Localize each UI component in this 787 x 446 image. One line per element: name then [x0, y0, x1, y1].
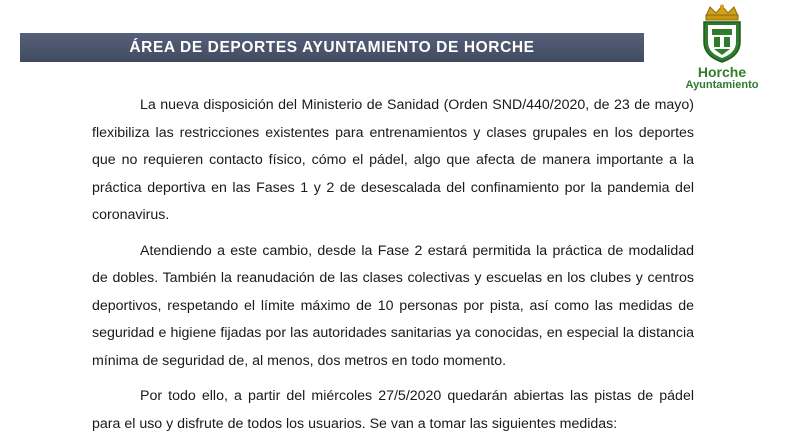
paragraph: La nueva disposición del Ministerio de Sanidad (Orden SND/440/2020, de 23 de mayo) flexibiliza las restricciones existentes para entrenamientos y clases grupales en los deportes que no requieren contacto físico, cómo el pádel, algo que afecta de manera importante a la práctica deportiva en las Fases 1 y 2 de desescalada del confinamiento por la pandemia del coronavirus.: [92, 97, 694, 223]
document-body: [92, 92, 694, 446]
coat-of-arms-icon: [696, 4, 748, 64]
header-bar: [20, 33, 644, 62]
paragraph: Por todo ello, a partir del miércoles 27/5/2020 quedarán abiertas las pistas de pádel para el uso y disfrute de todos los usuarios. Se van a tomar las siguientes medidas:: [92, 388, 694, 432]
logo-name: Horche: [697, 64, 747, 80]
page-title: ÁREA DE DEPORTES AYUNTAMIENTO DE HORCHE: [129, 38, 535, 56]
paragraph: Atendiendo a este cambio, desde la Fase 2 estará permitida la práctica de modalidad de dobles. También la reanudación de las clases colectivas y escuelas en los clubes y centros deportivos, respetando el límite máximo de 10 personas por pista, así como las medidas de seguridad e higiene fijadas por las autoridades sanitarias ya conocidas, en especial la distancia mínima de seguridad de, al menos, dos metros en todo momento.: [92, 242, 694, 369]
horche-logo: [682, 4, 762, 92]
logo-subtitle: Ayuntamiento: [685, 79, 759, 91]
